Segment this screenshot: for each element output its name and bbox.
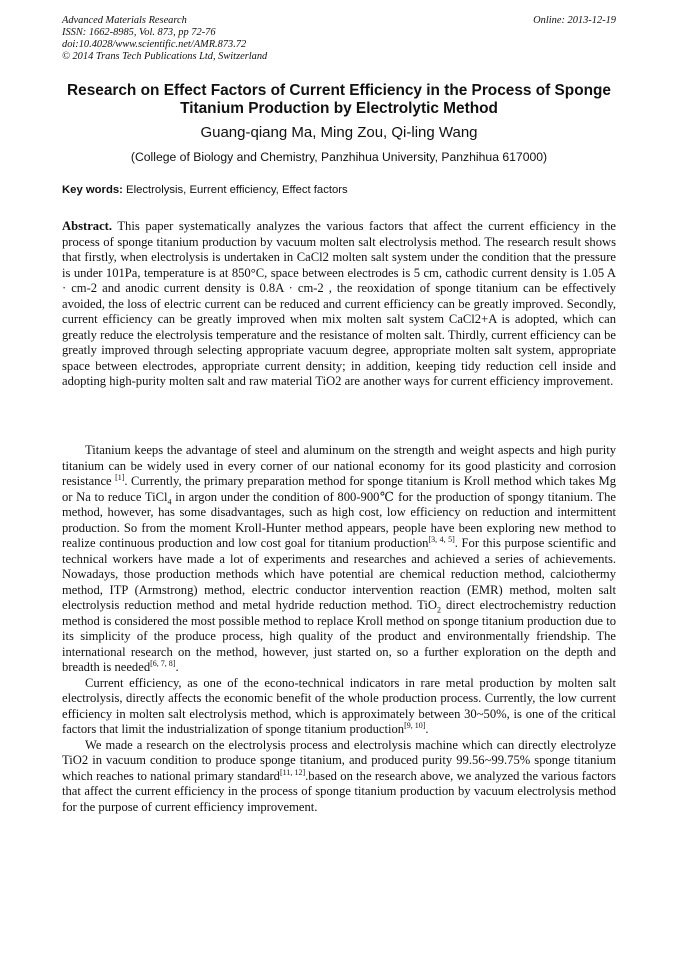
subscript-4: 4 [167,497,172,507]
body-paragraph-2 [62,676,616,738]
p2-text-a: Current efficiency, as one of the econo-technical indicators in rare metal production by molten salt electrolysis, directly affects the economic benefit of the whole production process. Currently, the low current efficiency in molten salt electrolysis method, which is approximately between 30~50%, is one of the critical factors that limit the industrialization of sponge titanium production [62,675,616,736]
citation-1: [1] [115,472,125,482]
citation-11-12: [11, 12] [279,767,306,777]
citation-9-10: [9, 10] [404,720,426,730]
p3-text-b: .based on the research above, we analyzed the various factors that affect the current efficiency in the process of sponge titanium production by vacuum electrolysis method for the purpose of current efficiency improvement. [62,768,616,814]
keywords-text: Electrolysis, Eurrent efficiency, Effect factors [122,184,348,196]
paper-title: Research on Effect Factors of Current Efficiency in the Process of Sponge Titanium Production by Electrolytic Method [67,82,611,117]
journal-header [62,15,616,63]
p3-text-a: We made a research on the electrolysis process and electrolysis machine which can directly electrolyze TiO2 in vacuum condition to produce sponge titanium, and produced purity 99.56~99.75% sponge titanium which reaches to national primary standard [62,737,616,783]
paper-authors: Guang-qiang Ma, Ming Zou, Qi-ling Wang [200,124,478,141]
citation-6-7-8: [6, 7, 8] [150,658,176,668]
copyright-line: © 2014 Trans Tech Publications Ltd, Switzerland [62,51,268,62]
body-text [62,443,616,815]
subscript-2: 2 [437,605,441,615]
issn-line: ISSN: 1662-8985, Vol. 873, pp 72-76 [62,27,216,38]
p1-text-c: in argon under the condition of 800-900℃ for the production of spongy titanium. The method, however, has some disadvantages, such as high cost, low efficiency on reduction and intermittent production. So from the moment Kroll-Hunter method appears, people have been exploring new method to realize continuous production and low cost goal for titanium production [62,489,616,550]
abstract-section [62,219,616,390]
abstract-label: Abstract. [62,219,113,233]
abstract-text: This paper systematically analyzes the various factors that affect the current efficiency in the process of sponge titanium production by vacuum molten salt electrolysis method. The research result shows that firstly, when electrolysis is undertaken in CaCl2 molten salt system under the condition that the pressure is under 101Pa, temperature is at 850°C, space between electrodes is 5 cm, cathodic current density is 1.05 A · cm-2 and anodic current density is 0.8A · cm-2 , the reoxidation of sponge titanium can be effectively avoided, the loss of electric current can be reduced and current efficiency can be greatly improved. Secondly, current efficiency can be greatly improved when mix molten salt system CaCl2+A is adopted, which can greatly reduce the electrolysis temperature and the resistance of molten salt. Thirdly, current efficiency can be greatly improved through selecting appropriate vacuum degree, appropriate molten salt system, appropriate space between electrodes, appropriate current density; in addition, keeping tidy reduction cell inside and adopting high-purity molten salt and raw material TiO2 are another ways for current efficiency improvement. [62,219,616,388]
p1-text-f: . [175,660,179,674]
p1-text-b: . Currently, the primary preparation method for sponge titanium is Kroll method which takes Mg or Na to reduce TiCl [62,474,616,504]
p1-text-e: direct electrochemistry reduction method is considered the most possible method to replace Kroll method on sponge titanium production due to its simplicity of the produce process, high quality of the product and environmentally friendship. The international research on the method, however, just started on, so a further exploration on the depth and breadth is needed [62,598,616,674]
keywords-label: Key words: [62,184,123,196]
paper-affiliation: (College of Biology and Chemistry, Panzhihua University, Panzhihua 617000) [130,150,548,164]
online-date: Online: 2013-12-19 [533,15,616,26]
p1-text-a: Titanium keeps the advantage of steel and aluminum on the strength and weight aspects and high purity titanium can be widely used in every corner of our national economy for its good plasticity and corrosion resistance [62,443,616,488]
body-paragraph-3 [62,738,616,816]
abstract-paragraph [62,219,616,390]
citation-3-4-5: [3, 4, 5] [428,534,455,544]
doi-line: doi:10.4028/www.scientific.net/AMR.873.72 [62,39,247,50]
journal-name: Advanced Materials Research [62,15,187,26]
keywords-line [62,183,616,197]
p1-text-d: . For this purpose scientific and technical workers have made a lot of experiments and researches and achieved a series of achievements. Nowadays, those production methods which have potential are chemical reduction method, calciothermy method, ITP (Armstrong) method, electric conductor intervention reaction (EMR) method, molten salt electrolysis reduction method and metal hydride reduction method. TiO [62,536,617,612]
body-paragraph-1 [62,443,616,676]
p2-text-b: . [425,722,429,736]
